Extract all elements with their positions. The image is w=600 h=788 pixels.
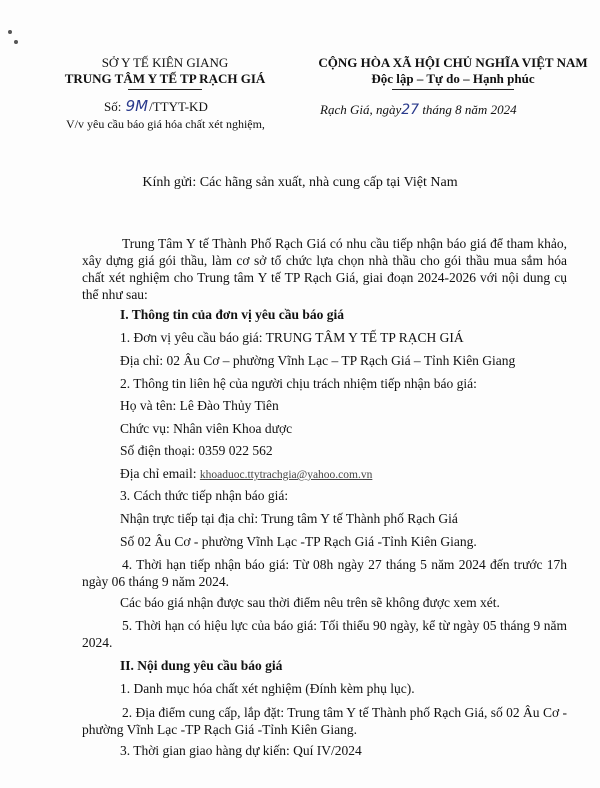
contact-name: Họ và tên: Lê Đào Thủy Tiên [120,398,279,413]
document-number [104,97,208,115]
issuer-name: TRUNG TÂM Y TẾ TP RẠCH GIÁ [64,71,266,86]
requester-unit: 1. Đơn vị yêu cầu báo giá: TRUNG TÂM Y TẾ TP RẠCH GIÁ [120,330,464,345]
handwritten-day: 27 [401,102,420,118]
email-label: Địa chỉ email: [120,466,197,481]
national-motto: Độc lập – Tự do – Hạnh phúc [371,71,535,86]
handwritten-number: 9M [125,97,149,115]
section-2-title: II. Nội dung yêu cầu báo giá [120,658,283,673]
validity-period: 5. Thời hạn có hiệu lực của báo giá: Tối thiểu 90 ngày, kể từ ngày 05 tháng 9 năm 2024. [82,618,567,650]
scan-dot [14,40,18,44]
date-prefix: Rạch Giá, ngày [320,102,402,117]
scan-dot [8,30,12,34]
number-prefix: Số: [104,99,122,114]
section-1-title: I. Thông tin của đơn vị yêu cầu báo giá [120,307,345,322]
receipt-address: Số 02 Âu Cơ - phường Vĩnh Lạc -TP Rạch Giá -Tỉnh Kiên Giang. [120,534,477,549]
delivery-location: 2. Địa điểm cung cấp, lắp đặt: Trung tâm Y tế Thành phố Rạch Giá, số 02 Âu Cơ - phường Vĩnh Lạc -TP Rạch Giá -Tỉnh Kiên Giang. [82,705,567,737]
national-header [318,55,588,87]
requester-address: Địa chỉ: 02 Âu Cơ – phường Vĩnh Lạc – TP Rạch Giá – Tỉnh Kiên Giang [120,353,516,368]
contact-phone: Số điện thoại: 0359 022 562 [120,443,273,458]
issuer-parent: SỞ Y TẾ KIÊN GIANG [101,55,229,70]
issuer-block [40,55,290,87]
contact-position: Chức vụ: Nhân viên Khoa dược [120,421,293,436]
receipt-direct: Nhận trực tiếp tại địa chỉ: Trung tâm Y tế Thành phố Rạch Giá [120,511,458,526]
receipt-deadline: 4. Thời hạn tiếp nhận báo giá: Từ 08h ngày 27 tháng 5 năm 2024 đến trước 17h ngày 06 tháng 9 năm 2024. [82,557,567,589]
number-suffix: /TTYT-KD [149,99,208,114]
contact-heading: 2. Thông tin liên hệ của người chịu trách nhiệm tiếp nhận báo giá: [120,376,477,391]
recipient-line: Kính gửi: Các hãng sản xuất, nhà cung cấp tại Việt Nam [142,175,458,190]
late-note: Các báo giá nhận được sau thời điểm nêu trên sẽ không được xem xét. [120,595,500,610]
date-suffix: tháng 8 năm 2024 [422,102,517,117]
receipt-method: 3. Cách thức tiếp nhận báo giá: [120,488,289,503]
date-line [320,102,517,118]
chemical-list: 1. Danh mục hóa chất xét nghiệm (Đính kèm phụ lục). [120,681,415,696]
delivery-time: 3. Thời gian giao hàng dự kiến: Quí IV/2024 [120,743,362,758]
national-title: CỘNG HÒA XÃ HỘI CHỦ NGHĨA VIỆT NAM [318,55,588,70]
issuer-rule [128,89,202,90]
intro-paragraph: Trung Tâm Y tế Thành Phố Rạch Giá có nhu cầu tiếp nhận báo giá để tham khảo, xây dựng giá gói thầu, làm cơ sở tổ chức lựa chọn nhà thầu cho gói thầu mua sắm hóa chất xét nghiệm cho Trung tâm Y tế TP Rạch Giá, giai đoạn 2024-2026 với nội dung cụ thể như sau: [82,236,567,302]
motto-rule [392,89,514,90]
subject-line: V/v yêu cầu báo giá hóa chất xét nghiệm, [66,117,265,131]
contact-email [120,466,372,482]
email-link[interactable]: khoaduoc.ttytrachgia@yahoo.com.vn [199,469,373,481]
